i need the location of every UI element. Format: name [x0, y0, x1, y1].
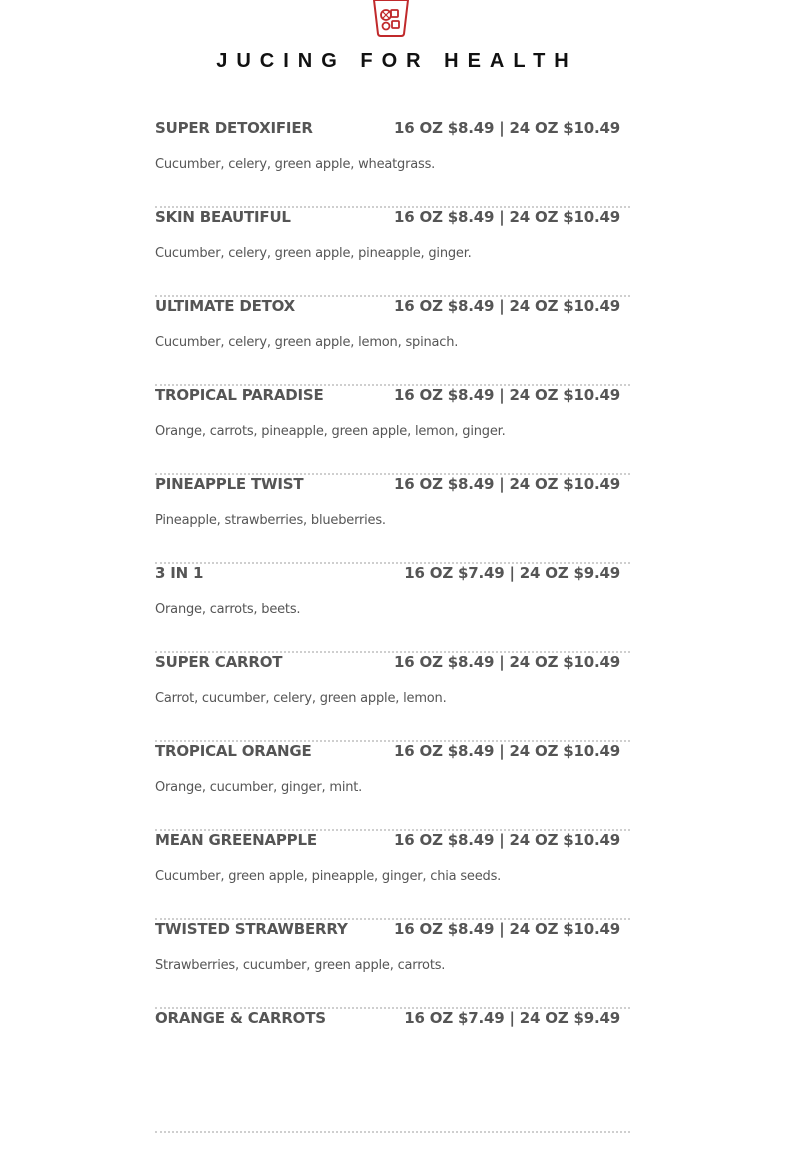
juice-cup-icon — [372, 0, 410, 38]
menu-item — [155, 297, 630, 386]
menu-item — [155, 742, 630, 831]
item-price: 16 OZ $8.49 | 24 OZ $10.49 — [394, 119, 620, 137]
item-name: TROPICAL ORANGE — [155, 742, 312, 760]
item-description: Cucumber, celery, green apple, lemon, spinach. — [155, 335, 459, 350]
item-price: 16 OZ $8.49 | 24 OZ $10.49 — [394, 742, 620, 760]
menu-item — [155, 564, 630, 653]
menu-item — [155, 475, 630, 564]
item-name: SUPER DETOXIFIER — [155, 119, 313, 137]
item-description: Cucumber, green apple, pineapple, ginger, chia seeds. — [155, 869, 502, 884]
menu-item — [155, 831, 630, 920]
item-description: Orange, carrots, beets. — [155, 602, 301, 617]
menu-item — [155, 653, 630, 742]
item-name: SUPER CARROT — [155, 653, 283, 671]
menu-item — [155, 386, 630, 475]
item-name: TROPICAL PARADISE — [155, 386, 324, 404]
item-price: 16 OZ $8.49 | 24 OZ $10.49 — [394, 920, 620, 938]
item-price: 16 OZ $7.49 | 24 OZ $9.49 — [404, 564, 620, 582]
item-description: Cucumber, celery, green apple, wheatgrass. — [155, 157, 436, 172]
item-price: 16 OZ $8.49 | 24 OZ $10.49 — [394, 831, 620, 849]
item-price: 16 OZ $8.49 | 24 OZ $10.49 — [394, 386, 620, 404]
item-name: MEAN GREENAPPLE — [155, 831, 317, 849]
item-price: 16 OZ $7.49 | 24 OZ $9.49 — [404, 1009, 620, 1027]
item-name: TWISTED STRAWBERRY — [155, 920, 348, 938]
item-name: 3 IN 1 — [155, 564, 204, 582]
item-description: Strawberries, cucumber, green apple, carrots. — [155, 958, 446, 973]
juice-menu — [155, 119, 630, 1133]
page-title: JUCING FOR HEALTH — [216, 50, 578, 72]
item-description: Cucumber, celery, green apple, pineapple, ginger. — [155, 246, 472, 261]
menu-item — [155, 208, 630, 297]
item-description: Orange, cucumber, ginger, mint. — [155, 780, 363, 795]
menu-item — [155, 119, 630, 208]
item-name: ULTIMATE DETOX — [155, 297, 296, 315]
item-description: Pineapple, strawberries, blueberries. — [155, 513, 386, 528]
item-description: Carrot, cucumber, celery, green apple, lemon. — [155, 691, 447, 706]
item-price: 16 OZ $8.49 | 24 OZ $10.49 — [394, 653, 620, 671]
menu-item — [155, 1009, 630, 1133]
item-name: ORANGE & CARROTS — [155, 1009, 326, 1027]
item-name: PINEAPPLE TWIST — [155, 475, 304, 493]
item-price: 16 OZ $8.49 | 24 OZ $10.49 — [394, 475, 620, 493]
item-price: 16 OZ $8.49 | 24 OZ $10.49 — [394, 208, 620, 226]
menu-item — [155, 920, 630, 1009]
item-price: 16 OZ $8.49 | 24 OZ $10.49 — [394, 297, 620, 315]
item-description: Orange, carrots, pineapple, green apple, lemon, ginger. — [155, 424, 506, 439]
item-name: SKIN BEAUTIFUL — [155, 208, 291, 226]
